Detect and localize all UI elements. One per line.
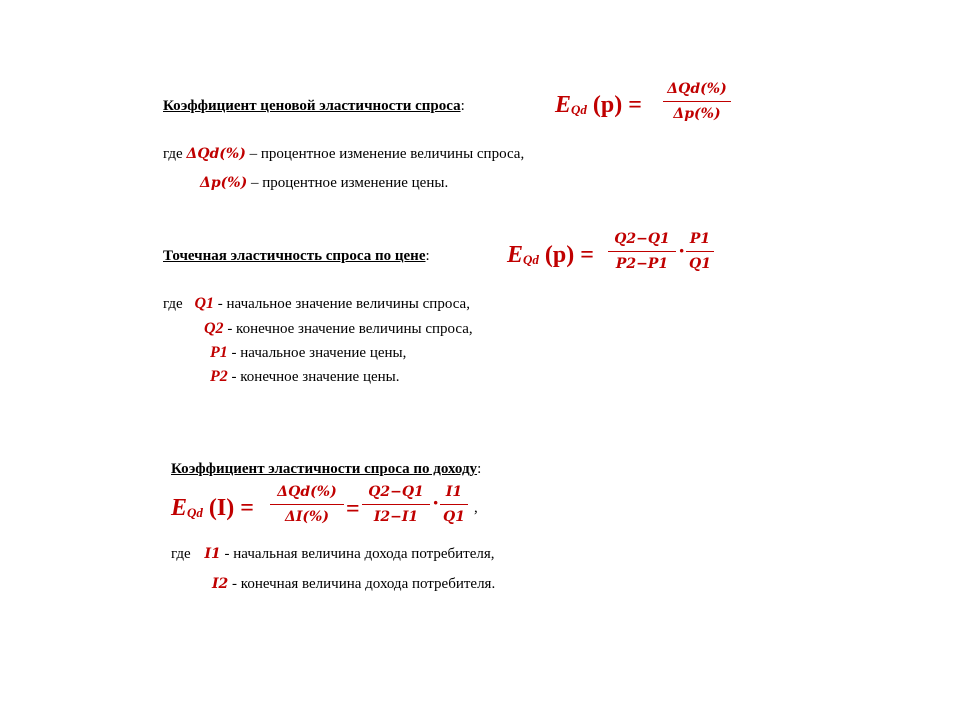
section2-frac1-numerator: Q2−Q1 (614, 231, 670, 247)
section3-frac1-numerator: ΔQd(%) (277, 484, 337, 500)
section3-heading (171, 461, 481, 478)
section3-lhs-sub: Qd (187, 505, 203, 520)
section1-def1-text: – процентное изменение величины спроса, (245, 146, 525, 162)
section2-def-p2 (210, 368, 400, 386)
section3-def-i1-text: - начальная величина дохода потребителя, (220, 546, 495, 562)
section2-def-p1 (210, 344, 406, 362)
section2-heading-text: Точечная эластичность спроса по цене (163, 248, 426, 264)
section2-def-q2-text: - конечное значение величины спроса, (223, 321, 473, 337)
section2-where: где (163, 296, 183, 312)
section3-def-i2-symbol: I2 (212, 576, 229, 592)
section1-heading-text: Коэффициент ценовой эластичности спроса (163, 98, 461, 114)
section3-equals: = (346, 496, 360, 522)
section2-def-q1 (163, 295, 470, 313)
section3-def-i2 (212, 576, 495, 593)
section2-def-q1-text: - начальное значение величины спроса, (214, 296, 470, 312)
section1-lhs-arg: (p) = (586, 92, 642, 118)
section1-fraction (663, 80, 731, 123)
section2-lhs-sub: Qd (523, 252, 539, 267)
section2-lhs-arg: (p) = (538, 242, 594, 268)
section3-frac1-bar (270, 504, 344, 505)
section1-def2-symbol: Δp(%) (200, 175, 248, 191)
section3-fraction-3 (440, 483, 468, 526)
section2-def-p1-symbol: P1 (210, 344, 228, 361)
section2-frac1-bar (608, 251, 676, 252)
section3-def-i1-symbol: I1 (204, 546, 221, 562)
section3-fraction-2 (362, 483, 430, 526)
section2-fraction-2 (686, 230, 714, 273)
section2-heading (163, 248, 430, 265)
section2-def-p2-symbol: P2 (210, 368, 228, 385)
section2-heading-colon: : (425, 248, 430, 264)
section1-lhs-e: E (555, 92, 572, 118)
section3-frac2-denominator: I2−I1 (373, 509, 419, 525)
section3-lhs-e: E (171, 495, 188, 521)
section3-fraction-1 (270, 483, 344, 526)
section2-def-q1-symbol: Q1 (194, 295, 215, 312)
section2-frac2-denominator: Q1 (689, 256, 711, 272)
section1-lhs-sub: Qd (571, 102, 587, 117)
section1-heading-colon: : (460, 98, 465, 114)
section1-heading (163, 98, 465, 115)
section3-frac2-numerator: Q2−Q1 (368, 484, 424, 500)
section3-def-i1 (171, 546, 495, 563)
section2-frac1-denominator: P2−P1 (615, 256, 669, 272)
section3-heading-text: Коэффициент эластичности спроса по доходу (171, 461, 478, 477)
section3-frac1-denominator: ΔI(%) (285, 509, 329, 525)
section3-lhs-arg: (I) = (202, 495, 254, 521)
section1-frac-denominator: Δp(%) (673, 106, 721, 122)
section2-def-q2 (204, 320, 473, 338)
section1-def1 (163, 146, 524, 163)
section2-multiply-dot: · (678, 238, 686, 263)
section1-frac-bar (663, 101, 731, 102)
section1-where: где (163, 146, 183, 162)
section3-frac2-bar (362, 504, 430, 505)
section2-def-p2-text: - конечное значение цены. (227, 369, 400, 385)
section2-frac2-numerator: P1 (689, 231, 711, 247)
section1-def2-text: – процентное изменение цены. (247, 175, 449, 191)
section2-def-q2-symbol: Q2 (204, 320, 224, 337)
section3-trailing-comma: , (474, 500, 478, 516)
section3-formula-lhs (171, 495, 254, 522)
section3-frac3-bar (440, 504, 468, 505)
section2-def-p1-text: - начальное значение цены, (227, 345, 407, 361)
section3-where: где (171, 546, 191, 562)
section3-heading-colon: : (477, 461, 482, 477)
section2-lhs-e: E (507, 242, 524, 268)
section1-def1-symbol: ΔQd(%) (186, 146, 246, 162)
section1-frac-numerator: ΔQd(%) (667, 81, 727, 97)
section3-frac3-denominator: Q1 (443, 509, 465, 525)
section3-multiply-dot: · (432, 490, 440, 515)
section3-frac3-numerator: I1 (445, 484, 463, 500)
section3-def-i2-text: - конечная величина дохода потребителя. (228, 576, 496, 592)
section2-frac2-bar (686, 251, 714, 252)
section1-formula-lhs (555, 92, 642, 119)
section2-fraction-1 (608, 230, 676, 273)
section2-formula-lhs (507, 242, 594, 269)
section1-def2 (200, 175, 448, 192)
